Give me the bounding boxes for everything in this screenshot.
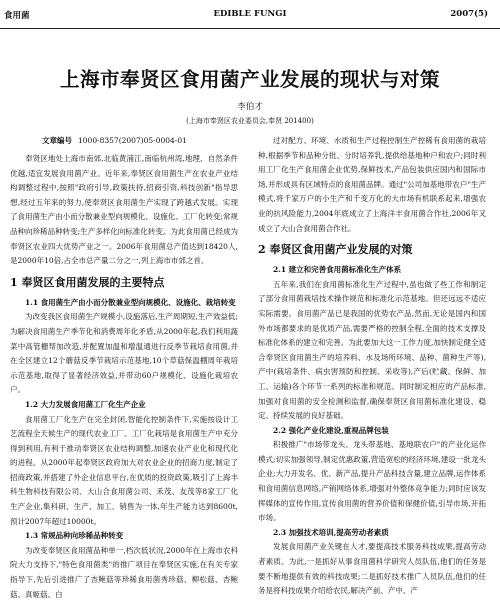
author-affiliation: (上海市奉贤区农业委员会,奉贤 201400) <box>186 117 314 125</box>
section-2-heading: 2 奉贤区食用菌产业发展的对策 <box>258 243 413 257</box>
subsection-2-2-heading: 2.2 强化产业化建设,重视品牌包装 <box>273 425 389 435</box>
article-number: 1000-8357(2007)05-0004-01 <box>78 136 187 145</box>
subsection-2-1-heading: 2.1 建立和完善食用菌标准化生产体系 <box>273 265 402 275</box>
journal-name-en: EDIBLE FUNGI <box>213 9 287 19</box>
journal-name-cn: 食用菌 <box>4 11 30 21</box>
subsection-1-2-heading: 1.2 大力发展食用菌工厂化生产企业 <box>25 399 146 409</box>
article-author: 李伯才 <box>237 102 263 112</box>
subsection-2-3-heading: 2.3 加强技术培训,提高劳动者素质 <box>273 527 389 537</box>
subsection-2-3-text: 发展食用菌产业关键在人才,要提高技术服务科技成果,提高劳动者素质。为此,一是抓好从事食用菌科学研究人员队伍,他们的任务是要不断地提供有效的科技成果;二是抓好技术推广人员队伍,他们的任务是将科技成果介绍给农民,解决产前、产中、产 <box>258 542 486 596</box>
article-number-line <box>42 135 187 146</box>
right-column <box>258 134 486 599</box>
article-title: 上海市奉贤区食用菌产业发展的现状与对策 <box>59 68 440 91</box>
intro-paragraph: 奉贤区地处上海市南郊,北临黄浦江,南临杭州湾,地理、自然条件优越,适宜发展食用菌产业。近年来,奉贤区食用菌生产在农业产业结构调整过程中,按照"政府引导,政策扶持,招商引资,科技创新"指导思想,经过五年来的努力,使奉贤区食用菌生产实现了跨越式发展。实现了食用菌生产由小而分散兼业型向规模化、设施化、工厂化转变;常规品种向珍稀品种转变;生产多样化向标准化转变。为此食用菌已经成为奉贤区农业四大优势产业之一。2006年食用菌总产值达到18420人,是2000年10倍,占全市总产量二分之一,列上海市市郊之首。 <box>10 154 238 266</box>
continued-paragraph: 过对配方、环境、水质和生产过程控制生产控稀有食用菌的栽培种,根据季节和品种分批、分时培养乳,提供给基地种户和农户;同时利用工厂化生产食用菌企业优势,保鲜技术,产品包装供应国内和国际市场,并形成具有区域特点的食用菌品牌。通过"公司加基地带农户"生产模式,将千家万户的小生产和千变万化的大市场有机联系起来,增强农业的抗风险能力,2004年底成立了上海洋丰食用菌合作社,2006年又成立了大山合食用菌合作社。 <box>258 136 486 233</box>
running-header <box>0 0 500 29</box>
subsection-1-3-heading: 1.3 常规品种向珍稀品种转变 <box>25 531 124 541</box>
subsection-1-3-text: 为改变奉贤区食用菌品种单一,档次低状况,2000年在上海市农科院大力支持下,"特色食用菌类"的推广项目在奉贤区实施,在有关专家指导下,先后引进推广了杏鲍菇等珍稀食用菌秀珍菇、柳松菇、杏鲍菇、真姬菇、白 <box>10 545 238 599</box>
subsection-1-1-heading: 1.1 食用菌生产由小而分散兼业型向规模化、设施化、栽培转变 <box>25 297 236 307</box>
subsection-1-2-text: 食用菌工厂化生产在完全封闭,智能化控制条件下,实施按设计工艺流程全天候生产的现代农业工厂。工厂化栽培是食用菌生产中充分得到利用,有利于推动奉贤区农业结构调整,加速农业产业化和现代化的进程。从2000年起奉贤区政府加大对农业企业的招商力度,制定了招商政策,并搭建了外企业信息平台,在优质的投资政策,吸引了上海丰科生物科技有限公司、大山合食用菌公司、禾茂、友茂等8家工厂化生产企业,集科研、生产、加工、销售为一体,年生产能力达到8600t,预计2007年超过10000t。 <box>10 414 238 526</box>
subsection-2-1-text: 五年来,我们在食用菌标准化生产过程中,虽也做了些工作和制定了部分食用菌栽培技术操作规范和标准化示范基地。但还远远不适应实际需要。食用菌产品已是我国的优势农产品,然而,无论是国内和国外市场都要求的是优质产品,需要严格的控制全程,全面的技术支撑及标准化体系的建立和完善。为此要加大这一工作力度,加快制定健全适合奉贤区食用菌生产的培养料、水及场所环境、品种、菌种生产等),产中(栽培条件、病虫害预防和控制、采收等),产后(贮藏、保鲜、加工、运输)各个环节一系列的标准和规范。同时制定相应的产品标准,加强对食用菌的安全检测和监督,确保奉贤区食用菌标准化建设、稳定、持续发展的良好基础。 <box>258 279 486 421</box>
section-1-heading: 1 奉贤区食用菌发展的主要特点 <box>10 275 165 289</box>
article-number-label: 文章编号 <box>42 136 72 145</box>
subsection-1-1-text: 为改变我区食用菌生产规模小,设施落后,生产周期短,生产效益低;为解决食用菌生产季节化和消费周年化矛盾,从2000年起,我们利用蔬菜中高管栅帮加改造,并配置加温和增温通进行反季节栽培食用菌,并在全区建立12个蘑菇反季节栽培示范基地,10个草菇保温棚周年栽培示范基地,取得了显著经济效益,并带动60户规模化、设施化栽培农户。 <box>10 312 238 395</box>
subsection-2-2-text: 积极推广"市场带龙头、龙头带基地、基地联农户"的产业化运作模式;切实加强领导,制定优惠政策,营造宽松的经济环境,建设一批龙头企业;大力开发名、优、新产品,提升产品科技含量,建立品牌,运作体系和食用菌信息网络,产销网络体系,增强对外整体竞争能力;同时应该发挥媒体的宣传作用,宣传食用菌的营养价值和保健价值,引导市场,开拓市场。 <box>258 440 486 523</box>
left-column <box>10 152 238 602</box>
issue-number: 2007(5) <box>450 9 488 19</box>
